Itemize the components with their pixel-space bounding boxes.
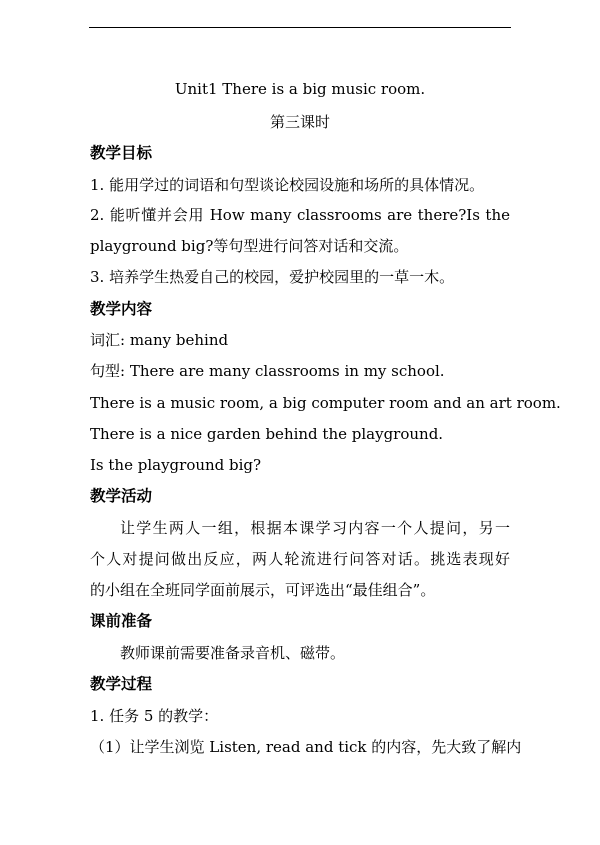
activity-heading: 教学活动 <box>90 486 153 505</box>
prep-heading: 课前准备 <box>90 611 153 630</box>
goal-item-2-line-1: 2. 能听懂并会用 How many classrooms are there?Is the <box>90 206 510 224</box>
sentence-3: Is the playground big? <box>90 456 262 474</box>
task5-heading: 1. 任务 5 的教学： <box>90 707 219 725</box>
content-heading: 教学内容 <box>90 299 153 318</box>
sentence-2: There is a nice garden behind the playground. <box>90 425 444 443</box>
task5-step-1: （1）让学生浏览 Listen, read and tick 的内容，先大致了解内 <box>90 738 522 756</box>
activity-line-2: 个人对提问做出反应，两人轮流进行问答对话。挑选表现好 <box>90 550 510 568</box>
activity-line-3: 的小组在全班同学面前展示，可评选出“最佳组合”。 <box>90 581 436 599</box>
goal-item-2-line-2: playground big?等句型进行问答对话和交流。 <box>90 237 409 255</box>
sentence-1: There is a music room, a big computer room and an art room. <box>90 394 561 412</box>
process-heading: 教学过程 <box>90 674 153 693</box>
pattern-line: 句型: There are many classrooms in my school. <box>90 362 445 380</box>
header-rule <box>89 27 511 28</box>
activity-line-1: 让学生两人一组，根据本课学习内容一个人提问，另一 <box>120 519 510 537</box>
lesson-subtitle: 第三课时 <box>269 113 330 131</box>
vocab-line: 词汇: many behind <box>90 331 229 349</box>
goal-item-3: 3. 培养学生热爱自己的校园，爱护校园里的一草一木。 <box>90 268 455 286</box>
page-title: Unit1 There is a big music room. <box>174 80 426 98</box>
prep-text: 教师课前需要准备录音机、磁带。 <box>120 644 346 662</box>
goals-heading: 教学目标 <box>90 143 153 162</box>
goal-item-1: 1. 能用学过的词语和句型谈论校园设施和场所的具体情况。 <box>90 176 485 194</box>
